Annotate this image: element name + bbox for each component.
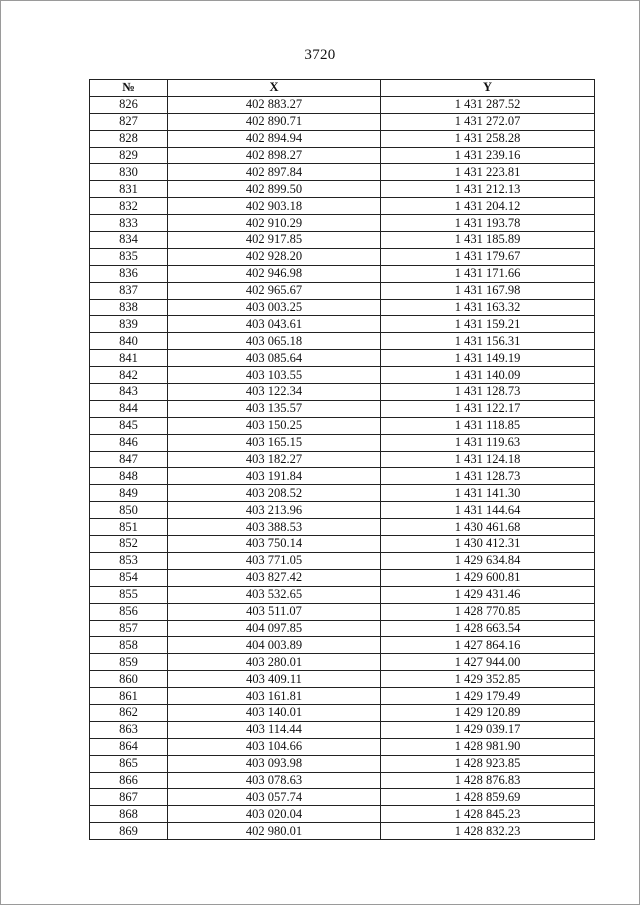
cell-y: 1 430 412.31 — [381, 536, 595, 553]
cell-x: 402 898.27 — [168, 147, 381, 164]
cell-number: 848 — [90, 468, 168, 485]
coordinates-table — [89, 79, 595, 840]
table-row — [90, 569, 595, 586]
page-number: 3720 — [304, 47, 336, 63]
cell-x: 402 883.27 — [168, 96, 381, 113]
table-row — [90, 232, 595, 249]
cell-number: 831 — [90, 181, 168, 198]
cell-y: 1 431 258.28 — [381, 130, 595, 147]
cell-number: 826 — [90, 96, 168, 113]
table-row — [90, 96, 595, 113]
table-row — [90, 755, 595, 772]
cell-number: 843 — [90, 384, 168, 401]
cell-y: 1 429 179.49 — [381, 688, 595, 705]
table-row — [90, 316, 595, 333]
cell-x: 403 191.84 — [168, 468, 381, 485]
cell-y: 1 431 156.31 — [381, 333, 595, 350]
cell-y: 1 429 352.85 — [381, 671, 595, 688]
cell-y: 1 428 923.85 — [381, 755, 595, 772]
cell-y: 1 431 185.89 — [381, 232, 595, 249]
cell-y: 1 429 120.89 — [381, 704, 595, 721]
cell-y: 1 428 845.23 — [381, 806, 595, 823]
cell-number: 865 — [90, 755, 168, 772]
cell-y: 1 431 140.09 — [381, 367, 595, 384]
cell-y: 1 428 770.85 — [381, 603, 595, 620]
table-row — [90, 806, 595, 823]
cell-number: 839 — [90, 316, 168, 333]
table-row — [90, 485, 595, 502]
cell-number: 828 — [90, 130, 168, 147]
table-row — [90, 417, 595, 434]
cell-x: 403 771.05 — [168, 552, 381, 569]
cell-x: 403 182.27 — [168, 451, 381, 468]
cell-number: 860 — [90, 671, 168, 688]
cell-number: 868 — [90, 806, 168, 823]
cell-y: 1 427 944.00 — [381, 654, 595, 671]
cell-number: 827 — [90, 113, 168, 130]
cell-y: 1 430 461.68 — [381, 519, 595, 536]
table-row — [90, 333, 595, 350]
cell-x: 403 532.65 — [168, 586, 381, 603]
column-header-y: Y — [381, 80, 595, 97]
cell-x: 403 065.18 — [168, 333, 381, 350]
cell-x: 403 114.44 — [168, 721, 381, 738]
cell-y: 1 427 864.16 — [381, 637, 595, 654]
cell-x: 403 057.74 — [168, 789, 381, 806]
cell-y: 1 431 122.17 — [381, 400, 595, 417]
cell-x: 403 165.15 — [168, 434, 381, 451]
table-row — [90, 350, 595, 367]
table-row — [90, 772, 595, 789]
table-row — [90, 620, 595, 637]
cell-y: 1 431 167.98 — [381, 282, 595, 299]
cell-number: 851 — [90, 519, 168, 536]
table-row — [90, 451, 595, 468]
cell-y: 1 431 204.12 — [381, 198, 595, 215]
cell-x: 402 946.98 — [168, 265, 381, 282]
cell-y: 1 428 876.83 — [381, 772, 595, 789]
cell-number: 852 — [90, 536, 168, 553]
cell-x: 403 043.61 — [168, 316, 381, 333]
cell-x: 403 103.55 — [168, 367, 381, 384]
cell-x: 403 827.42 — [168, 569, 381, 586]
cell-number: 854 — [90, 569, 168, 586]
cell-x: 402 965.67 — [168, 282, 381, 299]
cell-y: 1 431 124.18 — [381, 451, 595, 468]
column-header-x: X — [168, 80, 381, 97]
cell-y: 1 431 128.73 — [381, 468, 595, 485]
cell-number: 832 — [90, 198, 168, 215]
table-row — [90, 654, 595, 671]
cell-x: 403 020.04 — [168, 806, 381, 823]
cell-y: 1 431 171.66 — [381, 265, 595, 282]
cell-number: 830 — [90, 164, 168, 181]
cell-number: 864 — [90, 738, 168, 755]
cell-x: 404 097.85 — [168, 620, 381, 637]
cell-x: 403 511.07 — [168, 603, 381, 620]
cell-number: 857 — [90, 620, 168, 637]
cell-y: 1 429 431.46 — [381, 586, 595, 603]
cell-y: 1 431 179.67 — [381, 248, 595, 265]
table-row — [90, 637, 595, 654]
cell-x: 403 093.98 — [168, 755, 381, 772]
table-row — [90, 367, 595, 384]
cell-number: 867 — [90, 789, 168, 806]
cell-number: 858 — [90, 637, 168, 654]
cell-x: 402 980.01 — [168, 823, 381, 840]
table-row — [90, 586, 595, 603]
table-row — [90, 113, 595, 130]
cell-number: 862 — [90, 704, 168, 721]
table-header-row — [90, 80, 595, 97]
cell-x: 403 388.53 — [168, 519, 381, 536]
cell-y: 1 429 039.17 — [381, 721, 595, 738]
cell-x: 403 750.14 — [168, 536, 381, 553]
cell-x: 402 897.84 — [168, 164, 381, 181]
table-row — [90, 823, 595, 840]
table-row — [90, 721, 595, 738]
cell-x: 402 917.85 — [168, 232, 381, 249]
cell-number: 850 — [90, 502, 168, 519]
cell-y: 1 431 128.73 — [381, 384, 595, 401]
cell-x: 403 208.52 — [168, 485, 381, 502]
cell-number: 834 — [90, 232, 168, 249]
cell-y: 1 431 159.21 — [381, 316, 595, 333]
cell-number: 847 — [90, 451, 168, 468]
table-row — [90, 552, 595, 569]
cell-x: 403 280.01 — [168, 654, 381, 671]
cell-y: 1 428 859.69 — [381, 789, 595, 806]
table-row — [90, 400, 595, 417]
cell-y: 1 428 663.54 — [381, 620, 595, 637]
cell-number: 853 — [90, 552, 168, 569]
cell-x: 404 003.89 — [168, 637, 381, 654]
cell-x: 402 890.71 — [168, 113, 381, 130]
cell-x: 403 150.25 — [168, 417, 381, 434]
cell-number: 869 — [90, 823, 168, 840]
cell-x: 403 409.11 — [168, 671, 381, 688]
cell-x: 403 003.25 — [168, 299, 381, 316]
cell-number: 866 — [90, 772, 168, 789]
cell-x: 402 903.18 — [168, 198, 381, 215]
table-row — [90, 130, 595, 147]
cell-number: 861 — [90, 688, 168, 705]
cell-y: 1 428 832.23 — [381, 823, 595, 840]
table-row — [90, 299, 595, 316]
table-row — [90, 704, 595, 721]
cell-x: 403 213.96 — [168, 502, 381, 519]
table-row — [90, 502, 595, 519]
cell-y: 1 431 119.63 — [381, 434, 595, 451]
cell-x: 403 140.01 — [168, 704, 381, 721]
cell-number: 863 — [90, 721, 168, 738]
cell-x: 402 899.50 — [168, 181, 381, 198]
cell-number: 840 — [90, 333, 168, 350]
table-row — [90, 248, 595, 265]
table-row — [90, 434, 595, 451]
table-row — [90, 468, 595, 485]
cell-y: 1 431 272.07 — [381, 113, 595, 130]
table-row — [90, 688, 595, 705]
column-header-number: № — [90, 80, 168, 97]
table-row — [90, 164, 595, 181]
table-row — [90, 603, 595, 620]
cell-number: 846 — [90, 434, 168, 451]
cell-y: 1 431 149.19 — [381, 350, 595, 367]
cell-number: 833 — [90, 215, 168, 232]
cell-number: 859 — [90, 654, 168, 671]
table-row — [90, 265, 595, 282]
cell-x: 403 122.34 — [168, 384, 381, 401]
table-row — [90, 198, 595, 215]
cell-y: 1 429 634.84 — [381, 552, 595, 569]
cell-x: 403 161.81 — [168, 688, 381, 705]
table-row — [90, 147, 595, 164]
cell-y: 1 431 144.64 — [381, 502, 595, 519]
cell-y: 1 431 163.32 — [381, 299, 595, 316]
cell-number: 842 — [90, 367, 168, 384]
table-row — [90, 536, 595, 553]
cell-number: 841 — [90, 350, 168, 367]
cell-number: 849 — [90, 485, 168, 502]
cell-x: 403 104.66 — [168, 738, 381, 755]
table-row — [90, 738, 595, 755]
cell-number: 836 — [90, 265, 168, 282]
cell-y: 1 431 212.13 — [381, 181, 595, 198]
cell-y: 1 431 239.16 — [381, 147, 595, 164]
table-row — [90, 215, 595, 232]
cell-y: 1 431 141.30 — [381, 485, 595, 502]
cell-y: 1 428 981.90 — [381, 738, 595, 755]
table-row — [90, 282, 595, 299]
cell-number: 838 — [90, 299, 168, 316]
cell-y: 1 429 600.81 — [381, 569, 595, 586]
cell-number: 856 — [90, 603, 168, 620]
table-row — [90, 789, 595, 806]
cell-x: 402 928.20 — [168, 248, 381, 265]
cell-y: 1 431 223.81 — [381, 164, 595, 181]
table-row — [90, 519, 595, 536]
cell-x: 403 085.64 — [168, 350, 381, 367]
cell-x: 402 894.94 — [168, 130, 381, 147]
cell-number: 829 — [90, 147, 168, 164]
cell-number: 835 — [90, 248, 168, 265]
cell-number: 844 — [90, 400, 168, 417]
cell-x: 403 135.57 — [168, 400, 381, 417]
cell-y: 1 431 118.85 — [381, 417, 595, 434]
cell-x: 402 910.29 — [168, 215, 381, 232]
cell-number: 837 — [90, 282, 168, 299]
cell-number: 855 — [90, 586, 168, 603]
table-row — [90, 671, 595, 688]
cell-y: 1 431 287.52 — [381, 96, 595, 113]
cell-y: 1 431 193.78 — [381, 215, 595, 232]
table-row — [90, 181, 595, 198]
cell-number: 845 — [90, 417, 168, 434]
table-row — [90, 384, 595, 401]
cell-x: 403 078.63 — [168, 772, 381, 789]
